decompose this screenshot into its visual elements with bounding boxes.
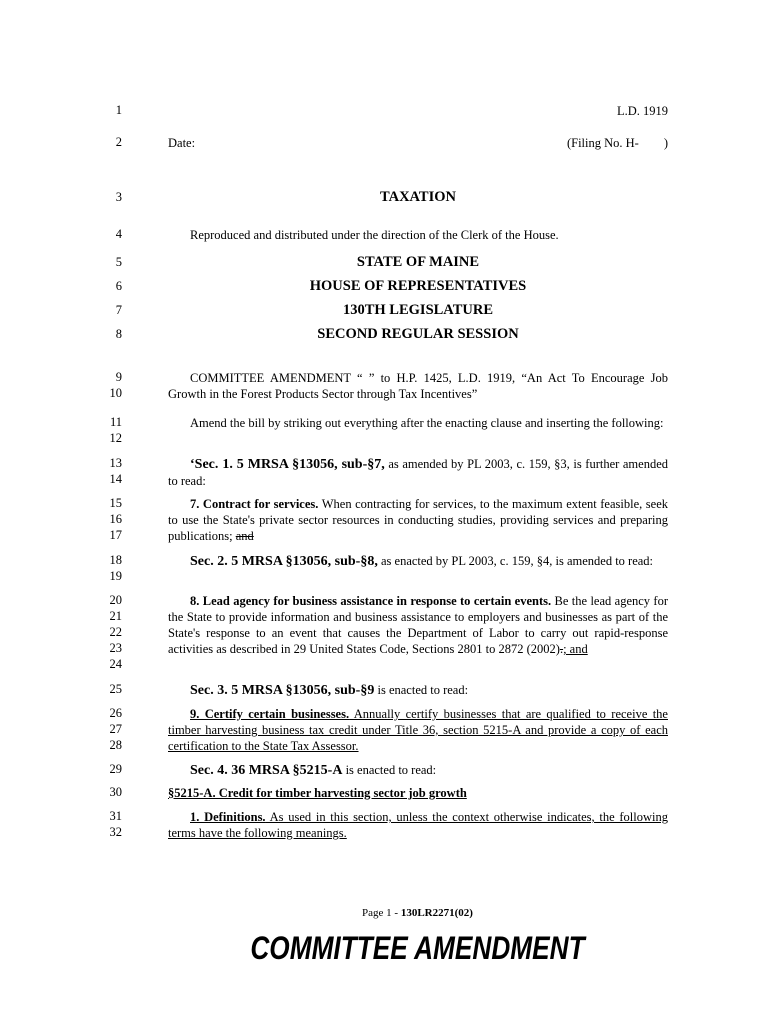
section-3: [168, 682, 668, 699]
subsection-9-heading: 9. Certify certain businesses.: [190, 707, 350, 721]
subsection-9-text: Annually certify businesses that are qualified to receive the timber harvesting business tax credit under Title 36, section 5215-A and provide a copy of each certification to the State Tax Assessor.: [168, 707, 668, 753]
line-number: 23: [109, 641, 122, 655]
subsection-8-text: Be the lead agency for the State to provide information and business assistance to employers and businesses as part of the State's response to an event that causes the Department of Labor to carry out rapid-response activities as described in 29 United States Code, Sections 2801 to 2872 (2002): [168, 594, 668, 656]
struck-text: and: [235, 529, 254, 543]
line-number: 3: [115, 190, 122, 204]
line-number: 26: [109, 706, 122, 720]
section-2-text: as enacted by PL 2003, c. 159, §4, is amended to read:: [377, 554, 654, 568]
line-number: 19: [109, 569, 122, 583]
definitions: [168, 809, 668, 841]
date-label: Date:: [168, 136, 196, 150]
subsection-7: [168, 496, 668, 544]
amendment-intro: COMMITTEE AMENDMENT “ ” to H.P. 1425, L.D. 1919, “An Act To Encourage Job Growth in the Forest Products Sector through Tax Incentives”: [168, 371, 668, 401]
line-number: 20: [109, 593, 122, 607]
line-number: 17: [109, 528, 122, 542]
ld-number: L.D. 1919: [616, 104, 668, 118]
section-4-text: is enacted to read:: [342, 763, 437, 777]
line-number: 6: [115, 279, 122, 293]
section-1: [168, 456, 668, 489]
subsection-8-heading: 8. Lead agency for business assistance in response to certain events.: [190, 594, 552, 608]
filing-number: (Filing No. H- ): [566, 136, 668, 150]
committee-amendment-banner: COMMITTEE AMENDMENT: [250, 930, 585, 966]
definitions-heading: 1. Definitions.: [190, 810, 266, 824]
line-number: 28: [109, 738, 122, 752]
section-4-heading: Sec. 4. 36 MRSA §5215-A: [190, 763, 343, 778]
section-3-text: is enacted to read:: [374, 683, 469, 697]
line-number: 5: [115, 255, 122, 269]
struck-text: .: [559, 642, 564, 656]
line-number: 2: [115, 135, 122, 149]
section-4: [168, 762, 668, 779]
added-text: ; and: [563, 642, 588, 656]
line-number: 13: [109, 456, 122, 470]
section-2: [168, 553, 668, 570]
line-number: 27: [109, 722, 122, 736]
line-number: 8: [115, 327, 122, 341]
line-number: 24: [109, 657, 122, 671]
line-number: 16: [109, 512, 122, 526]
document-code: 130LR2271(02): [400, 907, 473, 919]
amend-instruction: Amend the bill by striking out everything after the enacting clause and inserting the following:: [190, 416, 664, 430]
line-number: 14: [109, 472, 122, 486]
line-number: 9: [115, 370, 122, 384]
section-3-heading: Sec. 3. 5 MRSA §13056, sub-§9: [190, 683, 375, 698]
line-number: 32: [109, 825, 122, 839]
section-1-heading: ‘Sec. 1. 5 MRSA §13056, sub-§7,: [190, 457, 385, 472]
section-1-text: as amended by PL 2003, c. 159, §3, is further amended to read:: [168, 457, 668, 488]
line-number: 11: [109, 415, 122, 429]
doc-title: TAXATION: [380, 189, 456, 205]
subsection-7-text: When contracting for services, to the maximum extent feasible, seek to use the State's private sector resources in conducting studies, providing services and preparing publications;: [168, 497, 669, 543]
line-number: 12: [109, 431, 122, 445]
line-number: 1: [115, 103, 122, 117]
line-number: 18: [109, 553, 122, 567]
line-number: 25: [109, 682, 122, 696]
line-number: 29: [109, 762, 122, 776]
definitions-text: As used in this section, unless the context otherwise indicates, the following terms have the following meanings.: [168, 810, 668, 840]
page-label: Page 1 -: [362, 907, 401, 919]
line-number: 22: [109, 625, 122, 639]
section-2-heading: Sec. 2. 5 MRSA §13056, sub-§8,: [190, 554, 378, 569]
state-heading: STATE OF MAINE: [356, 254, 480, 270]
line-number: 4: [115, 227, 122, 241]
session-heading: SECOND REGULAR SESSION: [317, 326, 519, 342]
subsection-8: [168, 593, 668, 657]
line-number: 15: [109, 496, 122, 510]
legislature-heading: 130TH LEGISLATURE: [342, 302, 493, 318]
house-heading: HOUSE OF REPRESENTATIVES: [309, 278, 527, 294]
reproduced-note: Reproduced and distributed under the direction of the Clerk of the House.: [190, 228, 559, 242]
subsection-9: [168, 706, 668, 754]
page-footer: [0, 907, 770, 919]
line-number: 10: [109, 386, 122, 400]
line-number: 30: [109, 785, 122, 799]
line-number: 31: [109, 809, 122, 823]
line-number: 7: [115, 303, 122, 317]
section-title: §5215-A. Credit for timber harvesting sector job growth: [168, 786, 467, 800]
line-number: 21: [109, 609, 122, 623]
subsection-7-heading: 7. Contract for services.: [190, 497, 319, 511]
